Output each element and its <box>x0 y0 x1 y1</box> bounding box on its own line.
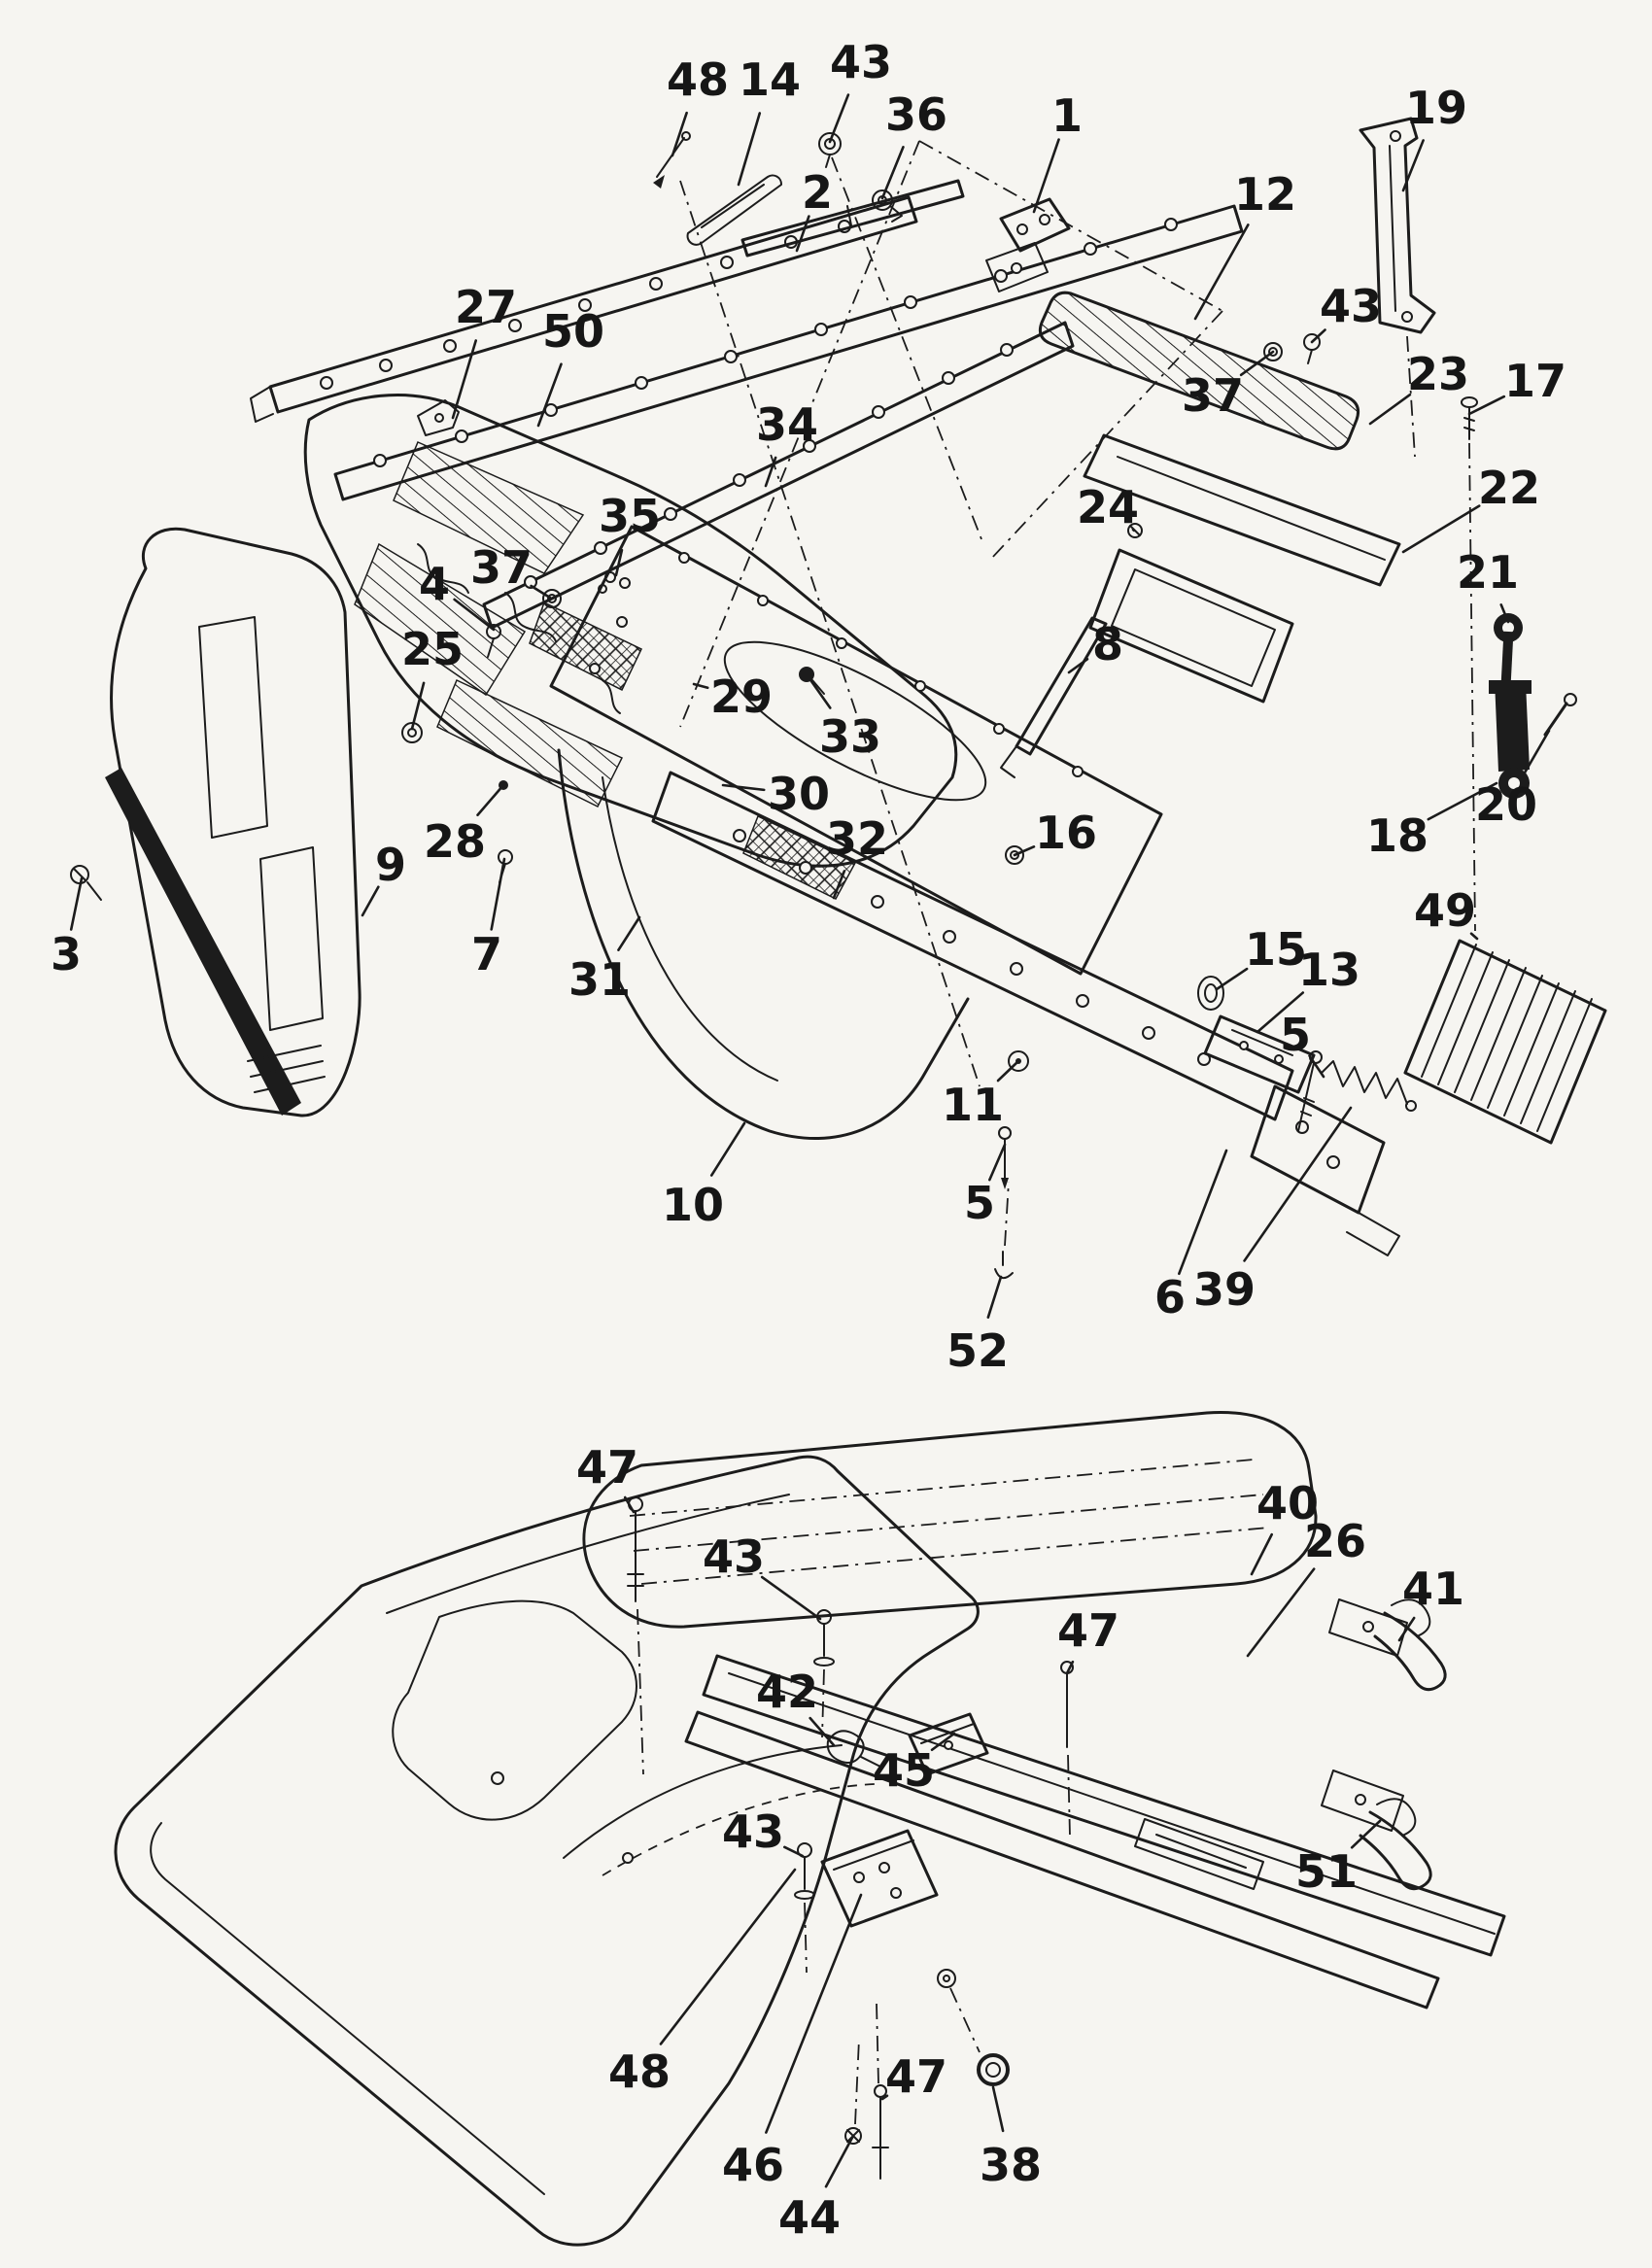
callout-label-16: 16 <box>1034 807 1098 859</box>
callout-label-20: 20 <box>1474 778 1538 831</box>
callout-label-45: 45 <box>872 1744 936 1797</box>
callout-label-5: 5 <box>963 1177 996 1229</box>
callout-label-48: 48 <box>666 53 730 106</box>
callout-label-12: 12 <box>1233 168 1297 221</box>
callout-label-36: 36 <box>884 88 948 141</box>
callout-label-22: 22 <box>1477 462 1541 514</box>
callout-label-4: 4 <box>418 558 451 610</box>
callout-label-1: 1 <box>1050 89 1084 142</box>
callout-label-19: 19 <box>1404 82 1468 134</box>
callout-label-28: 28 <box>423 815 487 868</box>
callout-label-37: 37 <box>1181 369 1245 422</box>
callout-label-35: 35 <box>598 490 662 542</box>
callout-label-43: 43 <box>829 36 893 88</box>
callout-label-52: 52 <box>946 1324 1010 1377</box>
callout-label-49: 49 <box>1413 884 1477 937</box>
callout-label-41: 41 <box>1401 1563 1465 1615</box>
callout-label-29: 29 <box>709 670 774 723</box>
callout-label-34: 34 <box>755 398 819 451</box>
callout-label-33: 33 <box>818 710 882 763</box>
callout-label-50: 50 <box>541 305 605 358</box>
callout-label-9: 9 <box>374 839 407 891</box>
callout-label-24: 24 <box>1076 481 1140 533</box>
callout-label-31: 31 <box>568 953 632 1006</box>
callout-label-26: 26 <box>1303 1515 1367 1567</box>
callout-label-48: 48 <box>607 2045 671 2098</box>
callout-label-44: 44 <box>777 2191 842 2244</box>
callout-label-47: 47 <box>1056 1604 1120 1657</box>
callout-label-23: 23 <box>1406 348 1470 400</box>
callout-label-25: 25 <box>400 623 465 675</box>
callout-label-10: 10 <box>661 1179 725 1231</box>
callout-label-6: 6 <box>1153 1271 1187 1323</box>
callout-label-47: 47 <box>575 1441 639 1494</box>
callout-label-38: 38 <box>979 2139 1043 2191</box>
callout-label-15: 15 <box>1244 923 1308 976</box>
callout-label-37: 37 <box>469 541 533 594</box>
callout-label-42: 42 <box>755 1666 819 1718</box>
callout-label-11: 11 <box>941 1079 1005 1131</box>
callout-label-27: 27 <box>454 281 518 333</box>
callout-label-47: 47 <box>884 2050 948 2103</box>
callout-label-39: 39 <box>1192 1263 1256 1316</box>
callout-label-17: 17 <box>1503 355 1567 407</box>
callout-label-30: 30 <box>767 768 831 820</box>
callout-label-43: 43 <box>702 1530 766 1583</box>
callout-label-3: 3 <box>50 928 83 980</box>
callout-label-32: 32 <box>825 812 889 865</box>
callout-label-43: 43 <box>1319 280 1383 332</box>
callout-label-40: 40 <box>1256 1477 1320 1529</box>
callout-label-43: 43 <box>721 1805 785 1858</box>
callout-label-8: 8 <box>1091 618 1124 670</box>
callout-label-21: 21 <box>1456 546 1520 599</box>
callout-label-5: 5 <box>1279 1009 1312 1061</box>
callout-label-51: 51 <box>1294 1845 1359 1898</box>
callout-label-7: 7 <box>470 928 503 980</box>
callout-label-14: 14 <box>738 53 802 106</box>
callout-label-46: 46 <box>721 2139 785 2191</box>
callout-label-13: 13 <box>1297 944 1361 996</box>
callout-label-18: 18 <box>1365 809 1429 862</box>
callout-label-2: 2 <box>801 166 834 219</box>
